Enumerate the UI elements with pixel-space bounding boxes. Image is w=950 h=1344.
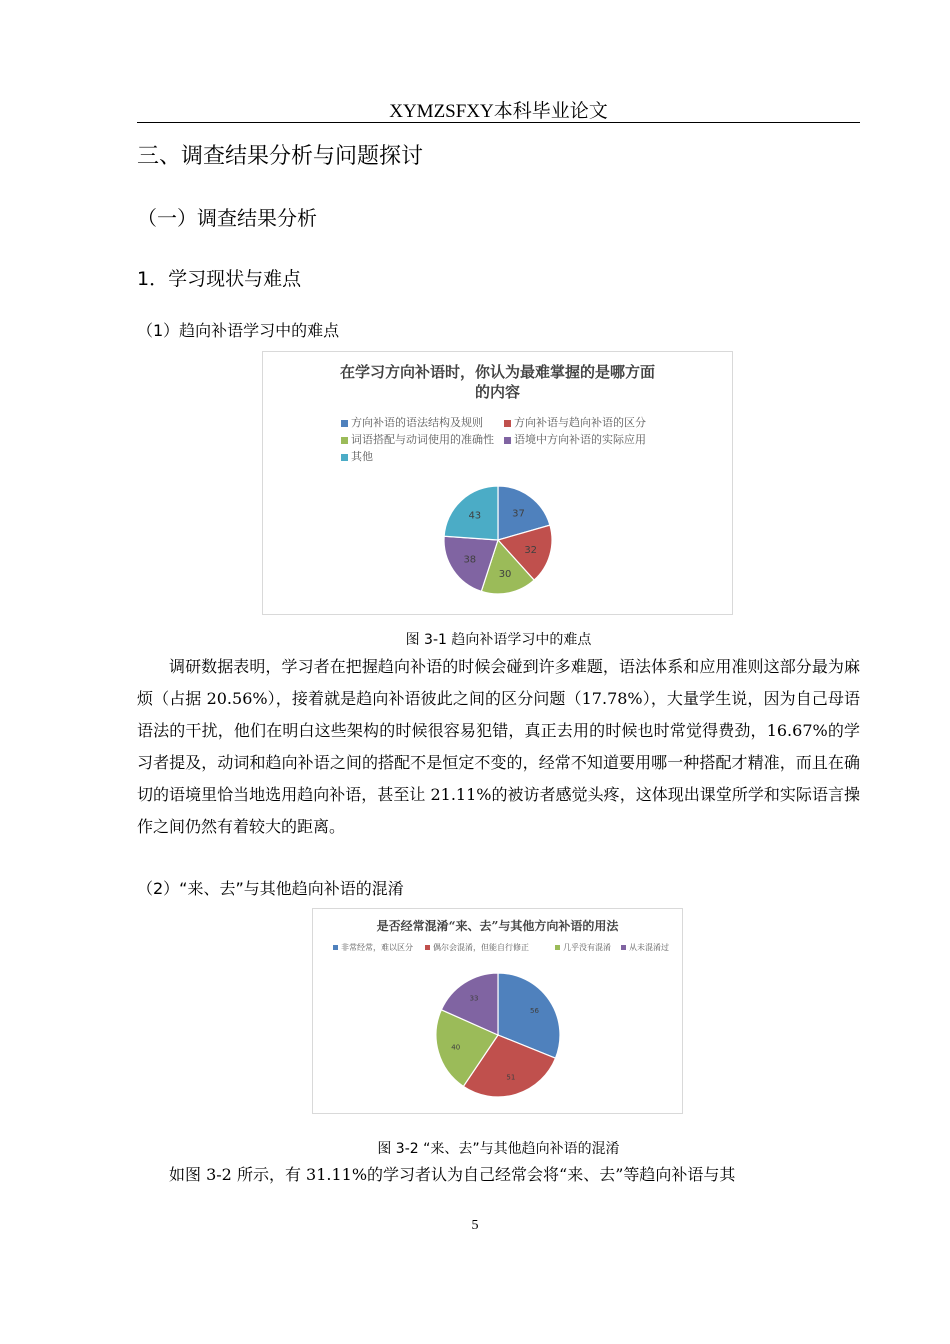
body-paragraph-2 xyxy=(137,1159,860,1191)
chart1-pie xyxy=(263,352,734,616)
chart1-title-line1: 在学习方向补语时，你认为最难掌握的是哪方面 xyxy=(339,363,655,381)
chart2-pie xyxy=(313,909,684,1115)
page-number: 5 xyxy=(471,1218,479,1233)
chart1-data-label: 32 xyxy=(524,544,538,556)
chart2-data-label: 33 xyxy=(469,994,479,1003)
body-paragraph-1 xyxy=(137,651,860,843)
chart1-legend-label: 其他 xyxy=(351,450,373,463)
paragraph2-text: 如图 3-2 所示，有 31.11%的学习者认为自己经常会将“来、去”等趋向补语与其 xyxy=(169,1165,736,1184)
chart2-title: 是否经常混淆“来、去”与其他方向补语的用法 xyxy=(376,919,619,933)
subsubsection-title: 1．学习现状与难点 xyxy=(137,268,302,290)
chart1-legend-label: 语境中方向补语的实际应用 xyxy=(514,433,646,446)
chart1-legend-label: 方向补语与趋向补语的区分 xyxy=(514,416,646,429)
chart1-legend-label: 方向补语的语法结构及规则 xyxy=(351,416,483,429)
chart2-frame xyxy=(312,908,683,1114)
header-rule xyxy=(137,122,860,123)
item1-title: （1）趋向补语学习中的难点 xyxy=(137,321,340,340)
chart2-data-label: 56 xyxy=(530,1006,539,1015)
figure1-caption: 图 3-1 趋向补语学习中的难点 xyxy=(405,632,592,648)
chart2-data-label: 40 xyxy=(451,1043,461,1052)
chart2-legend-label: 几乎没有混淆 xyxy=(563,943,611,952)
chart1-title-line2: 的内容 xyxy=(474,383,520,401)
chart2-legend-label: 从未混淆过 xyxy=(629,943,669,952)
chart2-legend-label: 偶尔会混淆，但能自行修正 xyxy=(433,943,529,952)
paragraph1-text: 调研数据表明，学习者在把握趋向补语的时候会碰到许多难题，语法体系和应用准则这部分最为麻烦（占据 20.56%），接着就是趋向补语彼此之间的区分问题（17.78%），大量学生说，因为自己母语语法的干扰，他们在明白这些架构的时候很容易犯错，真正去用的时候也时常觉得费劲，16.67%的学习者提及，动词和趋向补语之间的搭配不是恒定不变的，经常不知道要用哪一种搭配才精准，而且在确切的语境里恰当地选用趋向补语，甚至让 21.11%的被访者感觉头疼，这体现出课堂所学和实际语言操作之间仍然有着较大的距离。 xyxy=(137,657,860,836)
chart1-data-label: 38 xyxy=(463,554,477,566)
chart1-data-label: 37 xyxy=(512,508,525,520)
figure2-caption: 图 3-2 “来、去”与其他趋向补语的混淆 xyxy=(377,1141,620,1157)
chart2-data-label: 51 xyxy=(506,1073,516,1082)
item2-title: （2）“来、去”与其他趋向补语的混淆 xyxy=(137,879,404,898)
section-title: 三、调查结果分析与问题探讨 xyxy=(137,144,424,169)
chart1-data-label: 30 xyxy=(498,568,512,580)
subsection-title: （一）调查结果分析 xyxy=(137,206,317,230)
chart1-legend-label: 词语搭配与动词使用的准确性 xyxy=(351,433,494,446)
chart1-data-label: 43 xyxy=(468,510,482,522)
running-header: XYMZSFXY本科毕业论文 xyxy=(389,101,608,122)
chart2-legend-label: 非常经常，难以区分 xyxy=(341,943,413,952)
chart1-frame xyxy=(262,351,733,615)
